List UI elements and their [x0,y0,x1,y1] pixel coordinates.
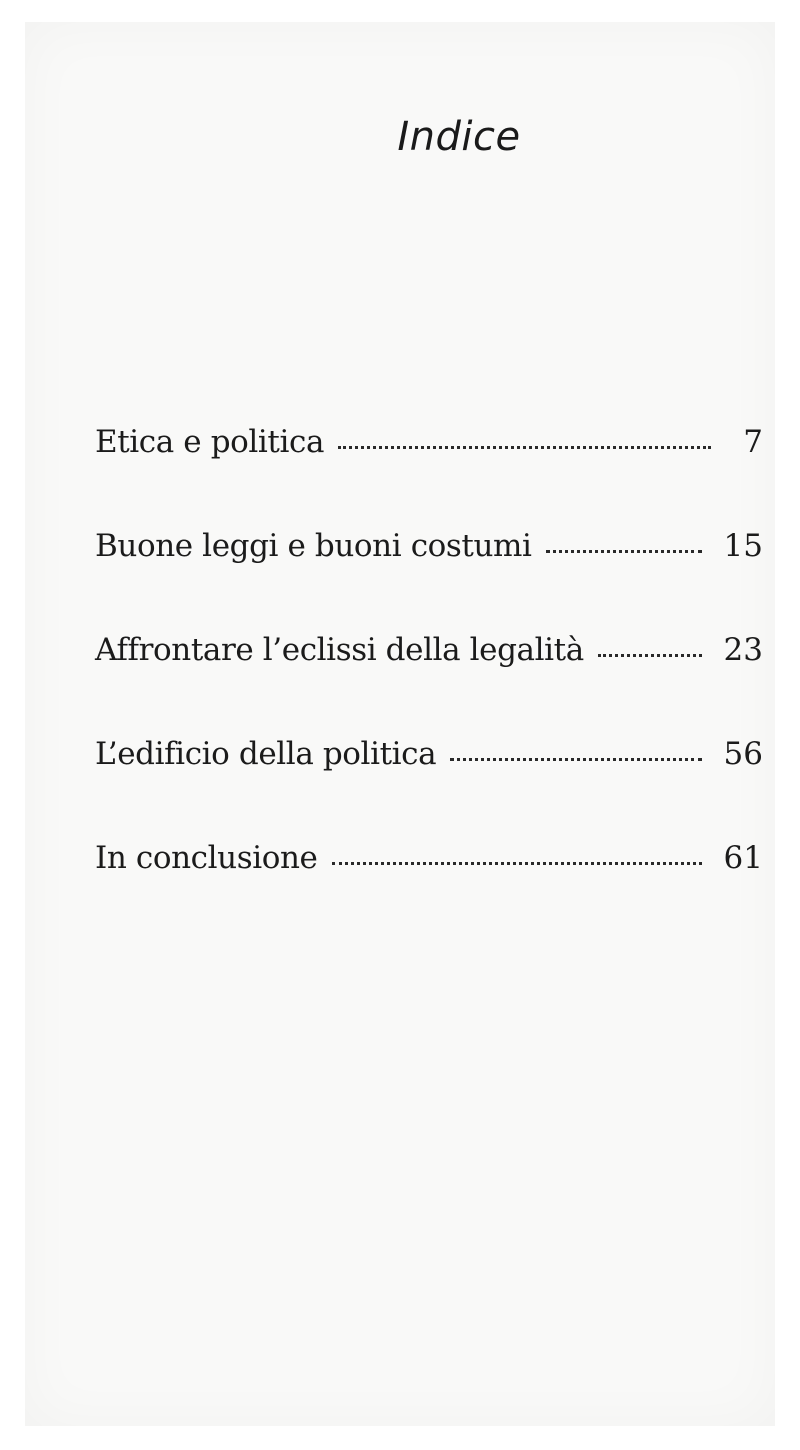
toc-page-number: 56 [723,736,763,772]
toc-entry-title: L’edificio della politica [95,736,437,772]
page-title: Indice [397,114,521,160]
toc-page-number: 7 [743,424,763,460]
toc-entry-title: Affrontare l’eclissi della legalità [95,632,584,668]
dot-leader [338,444,711,449]
dot-leader [450,756,701,761]
toc-page-number: 15 [723,528,763,564]
toc-page-number: 61 [723,840,763,876]
toc-entry-etica-e-politica [95,390,763,494]
toc-entry-edificio-politica [95,702,763,806]
toc-page-number: 23 [723,632,763,668]
toc-entry-title: In conclusione [95,840,318,876]
toc-entry-in-conclusione [95,806,763,910]
toc-entry-title: Buone leggi e buoni costumi [95,528,532,564]
dot-leader [546,548,702,553]
dot-leader [332,860,702,865]
dot-leader [598,652,702,657]
table-of-contents [95,390,763,910]
toc-entry-buone-leggi [95,494,763,598]
toc-entry-title: Etica e politica [95,424,325,460]
book-page [25,22,775,1426]
toc-entry-affrontare-eclissi [95,598,763,702]
